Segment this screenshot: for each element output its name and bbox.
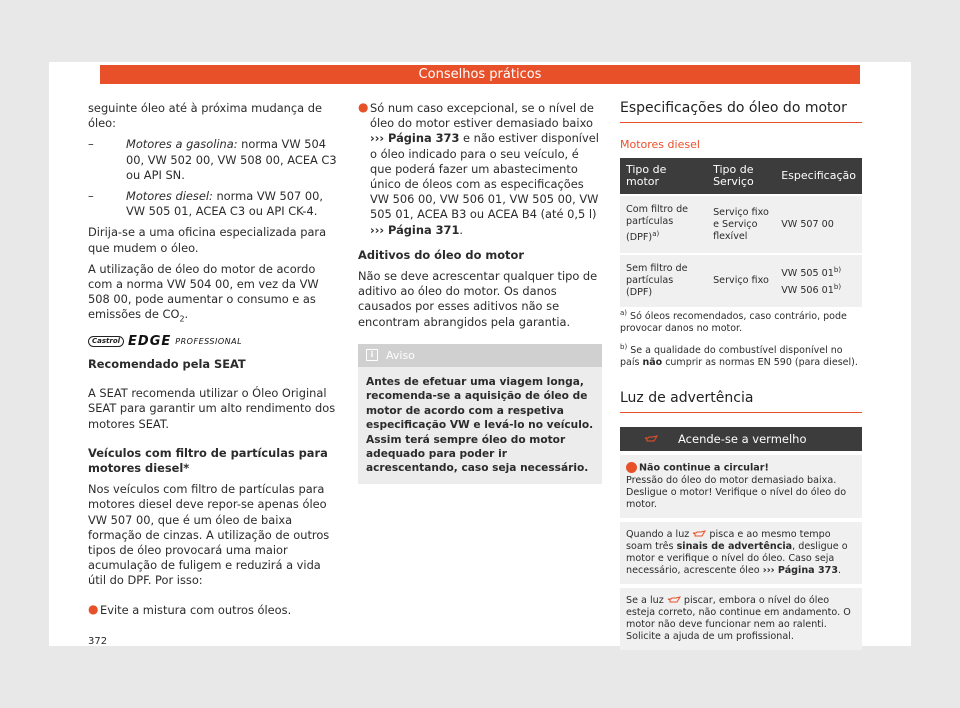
page-link[interactable]: ››› Página 371 bbox=[370, 222, 460, 237]
list-item: – Motores a gasolina: norma VW 504 00, VW 502 00, VW 508 00, ACEA C3 ou API SN. bbox=[88, 137, 337, 182]
list-item: – Motores diesel: norma VW 507 00, VW 505 01, ACEA C3 ou API CK-4. bbox=[88, 189, 323, 219]
paragraph: A SEAT recomenda utilizar o Óleo Original SEAT para garantir um alto rendimento dos motores SEAT. bbox=[88, 386, 336, 431]
paragraph: Dirija-se a uma oficina especializada para que mudem o óleo. bbox=[88, 225, 327, 255]
section-title-warning: Luz de advertência bbox=[620, 391, 862, 413]
bullet-icon: ● bbox=[88, 601, 99, 616]
castrol-edge-logo: Castrol EDGE PROFESSIONAL bbox=[88, 335, 338, 349]
column-header: Tipo de Serviço bbox=[707, 158, 775, 195]
table-header-row bbox=[620, 158, 862, 195]
notice-text: Antes de efetuar uma viagem longa, recomenda-se a aquisição de óleo de motor de acordo com a respetiva especificação VW e levá-lo no veículo. Assim terá sempre óleo do motor adequado para poder ir acrescentando, caso seja necessário. bbox=[366, 376, 594, 475]
column-2 bbox=[358, 101, 602, 484]
column-1 bbox=[88, 101, 338, 624]
footnote: $^{a)}$ Só óleos recomendados, caso contrário, pode provocar danos no motor. bbox=[620, 308, 847, 334]
paragraph: seguinte óleo até à próxima mudança de óleo: bbox=[88, 101, 323, 131]
warning-header: Acende-se a vermelho bbox=[620, 427, 862, 451]
warning-box: Não continue a circular! Pressão do óleo do motor demasiado baixa. Desligue o motor! Verifique o nível do óleo do motor. bbox=[620, 455, 862, 518]
paragraph: Não se deve acrescentar qualquer tipo de aditivo ao óleo do motor. Os danos causados por esses aditivos não se encontram abrangidos pela garantia. bbox=[358, 269, 598, 329]
column-3 bbox=[620, 101, 862, 650]
footnote: $^{b)}$ Se a qualidade do combustível disponível no país não cumprir as normas EN 590 (para diesel). bbox=[620, 342, 858, 368]
section-title-spec: Especificações do óleo do motor bbox=[620, 101, 862, 123]
heading-diesel-filter: Veículos com filtro de partículas para motores diesel* bbox=[88, 445, 328, 475]
oil-can-icon bbox=[644, 435, 658, 443]
paragraph: A utilização de óleo do motor de acordo com a norma VW 504 00, em vez da VW 508 00, pode aumentar o consumo e as emissões de $CO_2$. bbox=[88, 261, 319, 324]
page-header: Conselhos práticos bbox=[100, 65, 860, 84]
notice-title: Aviso bbox=[386, 348, 415, 362]
warning-box: Quando a luz pisca e ao mesmo tempo soam três sinais de advertência, desligue o motor e verifique o nível do óleo. Caso seja necessário, acrescente óleo ››› Página 373. bbox=[620, 522, 862, 584]
spec-table bbox=[620, 158, 862, 306]
stop-icon bbox=[626, 462, 637, 473]
info-icon: i bbox=[366, 349, 378, 361]
table-row: Com filtro de partículas (DPF)$^{a)}$ Serviço fixo e Serviço flexível VW 507 00 bbox=[620, 195, 862, 253]
heading-additives: Aditivos do óleo do motor bbox=[358, 247, 524, 262]
list-item: ● Só num caso excepcional, se o nível de óleo do motor estiver demasiado baixo ››› Página 373 e não estiver disponível o óleo indicado para o seu veículo, é que poderá fazer um abastecimento único de óleos com as especificações VW 506 00, VW 506 01, VW 505 00, VW 505 01, ACEA B3 ou ACEA B4 (até 0,5 l) ››› Página 371. bbox=[358, 100, 599, 237]
list-item: ● Evite a mistura com outros óleos. bbox=[88, 601, 292, 617]
page-link[interactable]: ››› Página 373 bbox=[762, 564, 839, 576]
page-number: 372 bbox=[88, 636, 108, 647]
oil-can-icon bbox=[667, 596, 681, 604]
paragraph: Nos veículos com filtro de partículas para motores diesel deve repor-se apenas óleo VW 507 00, que é um óleo de baixa formação de cinzas. A utilização de outros tipos de óleo provocará uma maior acumulação de fuligem e reduzirá a vida útil do DPF. Por isso: bbox=[88, 482, 330, 588]
warning-box: Se a luz piscar, embora o nível do óleo esteja correto, não continue em andamento. O motor não deve funcionar nem ao ralenti. Solicite a ajuda de um profissional. bbox=[620, 588, 862, 650]
column-header: Tipo de motor bbox=[620, 158, 707, 195]
heading-recommended: Recomendado pela SEAT bbox=[88, 356, 246, 371]
notice-box bbox=[358, 344, 602, 484]
page-link[interactable]: ››› Página 373 bbox=[370, 131, 460, 146]
subsection-diesel: Motores diesel bbox=[620, 138, 700, 152]
bullet-icon: ● bbox=[358, 100, 369, 114]
oil-can-icon bbox=[692, 530, 706, 538]
column-header: Especificação bbox=[775, 158, 862, 195]
table-row: Sem filtro de partículas (DPF) Serviço fixo VW 505 01$^{b)}$ VW 506 01$^{b)}$ bbox=[620, 254, 862, 307]
